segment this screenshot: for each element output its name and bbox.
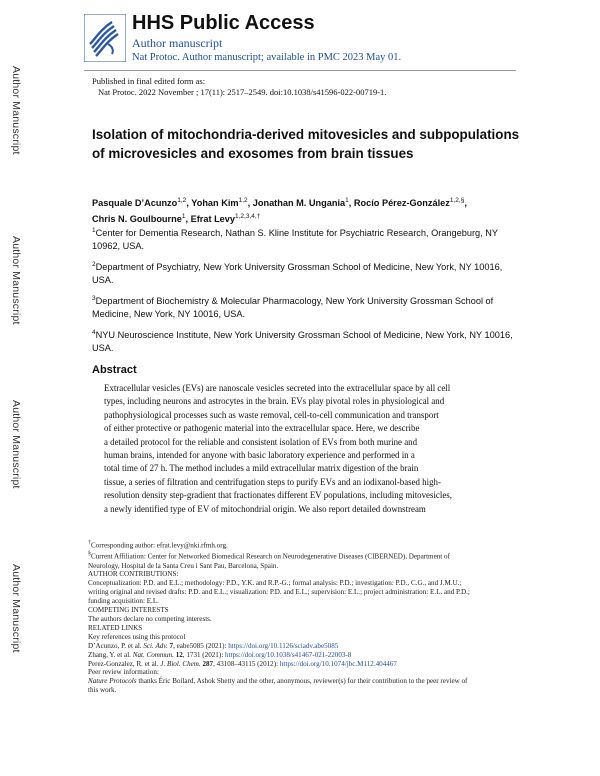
side-label: Author Manuscript — [10, 400, 22, 489]
affiliation: $^3$Department of Biochemistry & Molecular Pharmacology, New York University Grossman School of Medicine, New York, NY 10016, USA. — [92, 295, 494, 320]
related-subheading: Key references using this protocol — [88, 632, 186, 641]
doi-link[interactable]: https://doi.org/10.1126/sciadv.abe5085 — [228, 641, 339, 650]
author: Yohan Kim$^{1,2}$, — [191, 197, 253, 209]
author: Jonathan M. Ungania$^1$, — [252, 197, 354, 209]
reference: Perez-Gonzalez, R. et al. J. Biol. Chem. 287, 43108–43115 (2012): https://doi.org/10.1074/jbc.M112.404467 — [88, 659, 397, 668]
competing-text: The authors declare no competing interests. — [88, 614, 212, 623]
current-affiliation-note: §Current Affiliation: Center for Networked Biomedical Research on Neurodegenerative Diseases (CIBERNED), Department of — [88, 551, 450, 561]
reference: Zhang, Y. et al. Nat. Commun. 12, 1731 (2021): https://doi.org/10.1038/s41467-021-22003-8 — [88, 650, 352, 659]
published-label: Published in final edited form as: — [92, 76, 206, 86]
contributions-line: funding acquisition: E.L. — [88, 597, 159, 606]
author: Chris N. Goulbourne$^1$, — [92, 213, 191, 225]
footnotes — [88, 539, 528, 695]
hhs-title: HHS Public Access — [132, 12, 315, 34]
abstract-line: resolution density step-gradient that fractionates different EV populations, including mitovesicles, — [104, 490, 452, 501]
abstract-heading: Abstract — [92, 364, 137, 376]
contributions-line: writing original and revised drafts: P.D. and E.L.; visualization: P.D. and E.L.; supervision: E.L.; project administration: E.L. and P.D.; — [88, 588, 470, 597]
abstract-line: total time of 27 h. The method includes a mild extracellular matrix digestion of the brain — [104, 463, 419, 474]
corresponding-note: †Corresponding author: efrat.levy@nki.rfmh.org. — [88, 540, 228, 550]
related-heading: RELATED LINKS — [88, 623, 143, 632]
paper-title: Isolation of mitochondria-derived mitovesicles and subpopulations of microvesicles and exosomes from brain tissues — [92, 127, 520, 161]
author: Rocío Pérez-González$^{1,2,\S}$, — [353, 197, 467, 209]
abstract-line: a newly identified type of EV of mitochondrial origin. We also report detailed downstream — [104, 503, 426, 514]
contributions-line: Conceptualization: P.D. and E.L.; methodology: P.D., Y.K. and R.P.-G.; formal analysis: P.D.; investigation: P.D., C.G., and J.M.U.; — [88, 579, 462, 588]
affiliation: $^2$Department of Psychiatry, New York University Grossman School of Medicine, New York, NY 10016, USA. — [92, 261, 503, 286]
competing-heading: COMPETING INTERESTS — [88, 606, 169, 615]
abstract-line: a detailed protocol for the reliable and consistent isolation of EVs from both murine and — [104, 436, 418, 447]
abstract-line: of either protective or pathogenic material into the extracellular space. Here, we describe — [104, 423, 420, 434]
published-info — [92, 76, 386, 98]
published-citation: Nat Protoc. 2022 November ; 17(11): 2517–2549. doi:10.1038/s41596-022-00719-1. — [98, 87, 387, 97]
abstract-line: human brains, intended for anyone with basic laboratory experience and performed in a — [104, 450, 415, 461]
manuscript-type: Author manuscript — [132, 36, 223, 50]
doi-link[interactable]: https://doi.org/10.1074/jbc.M112.404467 — [279, 659, 397, 668]
author-list — [92, 194, 522, 226]
side-label: Author Manuscript — [10, 564, 22, 653]
side-label: Author Manuscript — [10, 236, 22, 325]
current-affiliation-note: Neurology, Hospital de la Santa Creu i Sant Pau, Barcelona, Spain. — [88, 561, 279, 570]
reference: D’Acunzo, P. et al. Sci. Adv. 7, eabe5085 (2021): https://doi.org/10.1126/sciadv.abe5085 — [88, 641, 339, 650]
author: Pasquale D’Acunzo$^{1,2}$, — [92, 197, 192, 209]
affiliation: $^1$Center for Dementia Research, Nathan S. Kline Institute for Psychiatric Research, Orangeburg, NY 10962, USA. — [92, 227, 498, 252]
abstract-line: pathophysiological processes such as waste removal, cell-to-cell communication and transport — [104, 409, 439, 420]
abstract-body — [104, 382, 524, 516]
peer-review-text: this work. — [88, 686, 117, 695]
journal-citation: Nat Protoc. Author manuscript; available in PMC 2023 May 01. — [132, 52, 402, 63]
hhs-eagle-logo-icon — [84, 14, 126, 62]
affiliation: $^4$NYU Neuroscience Institute, New York University Grossman School of Medicine, New York, NY 10016, USA. — [92, 329, 513, 354]
header-divider — [84, 70, 516, 71]
abstract-line: types, including neurons and astrocytes in the brain. EVs play pivotal roles in physiological and — [104, 396, 445, 407]
author: Efrat Levy$^{1,2,3,4,\dagger}$ — [190, 213, 261, 225]
peer-review-heading: Peer review information: — [88, 668, 159, 677]
abstract-line: tissue, a series of filtration and centrifugation steps to purify EVs and an iodixanol-based high- — [104, 476, 441, 487]
abstract-line: Extracellular vesicles (EVs) are nanoscale vesicles secreted into the extracellular space by all cell — [104, 383, 451, 393]
peer-review-text: Nature Protocols thanks Éric Boilard, Ashok Shetty and the other, anonymous, reviewer(s) for their contribution to the peer review of — [88, 677, 468, 686]
side-label: Author Manuscript — [10, 66, 22, 155]
hhs-header — [84, 14, 534, 66]
doi-link[interactable]: https://doi.org/10.1038/s41467-021-22003-8 — [224, 650, 352, 659]
contributions-heading: AUTHOR CONTRIBUTIONS: — [88, 570, 179, 579]
